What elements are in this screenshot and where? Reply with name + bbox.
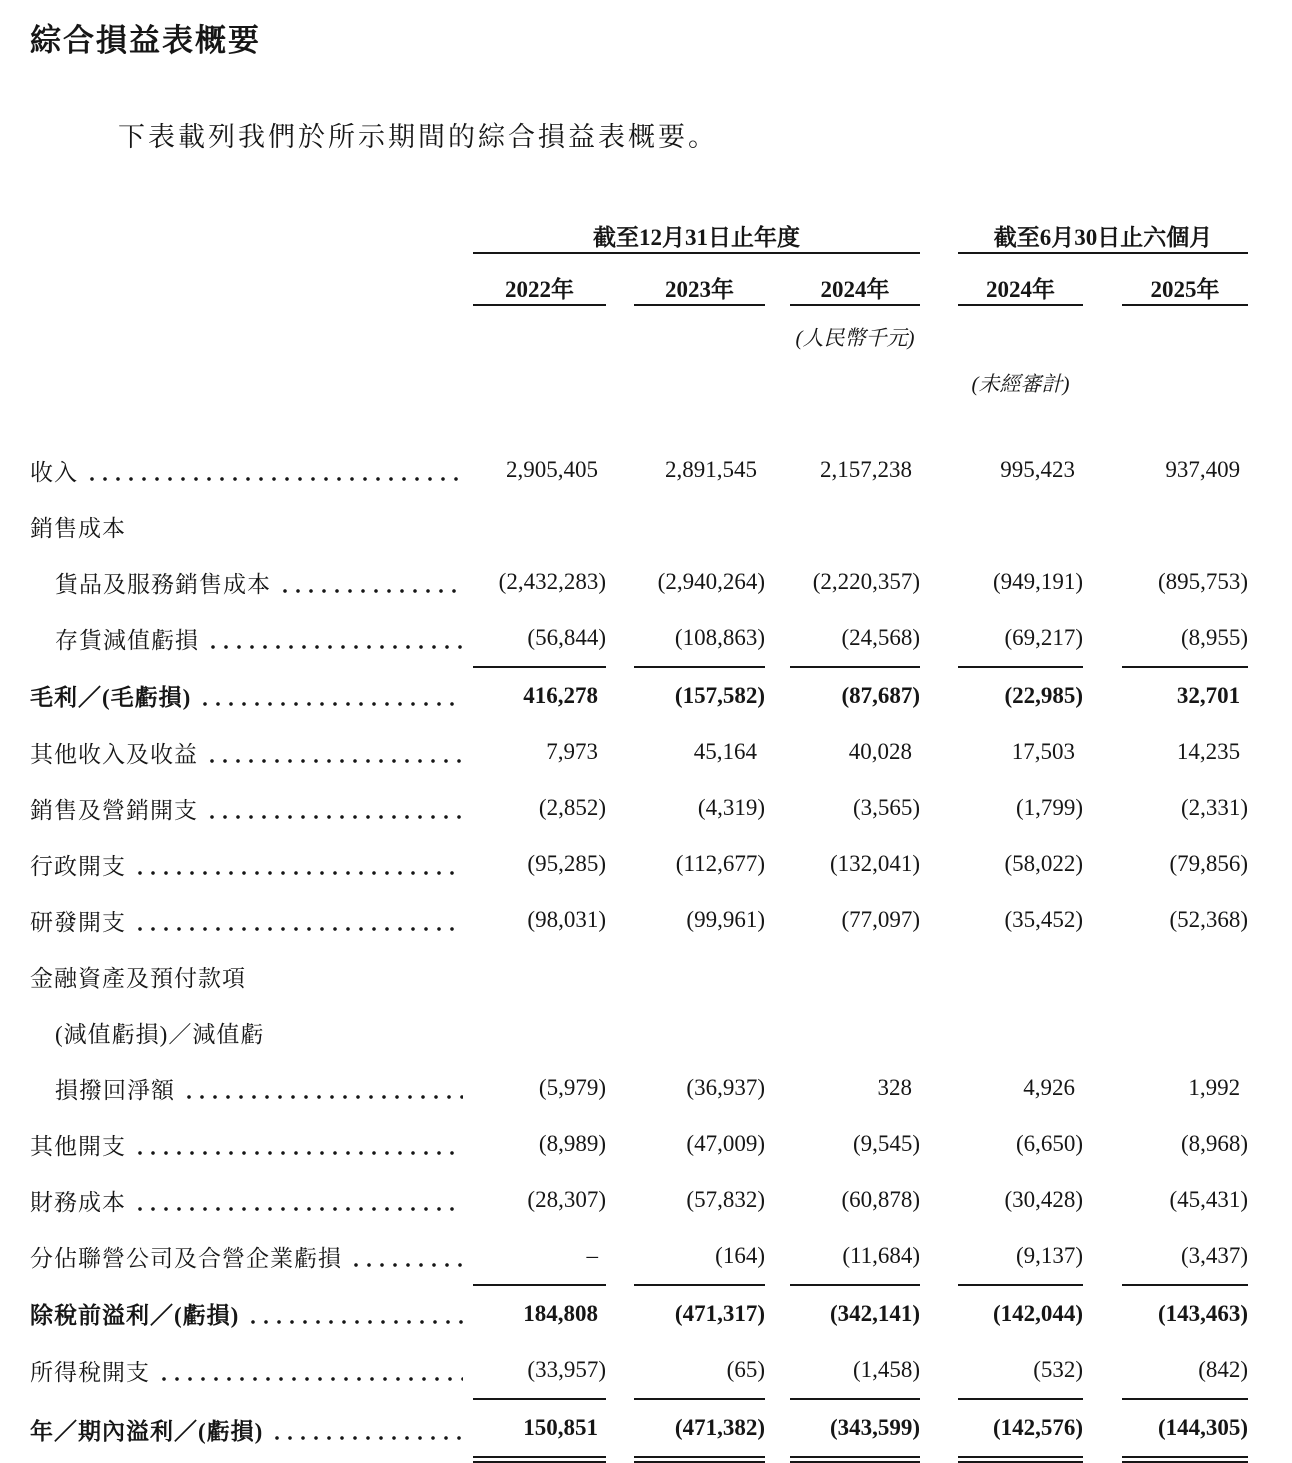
row-label-text: 所得稅開支 xyxy=(30,1360,150,1385)
dot-leader xyxy=(187,1095,463,1099)
value-cell: (2,331) xyxy=(1180,795,1249,820)
row-label xyxy=(30,610,473,667)
value-cell: (949,191) xyxy=(992,569,1084,594)
value-cell: 416,278 xyxy=(523,683,598,708)
value-cell: 328 xyxy=(877,1075,913,1100)
value-cell: (87,687) xyxy=(841,683,921,708)
unit-note-row xyxy=(30,305,1248,352)
table-header xyxy=(30,206,1248,442)
value-cell: (132,041) xyxy=(829,851,921,876)
value-cell: 17,503 xyxy=(1011,739,1076,764)
value-cell: (8,955) xyxy=(1122,610,1248,667)
row-label-text: 毛利／(毛虧損) xyxy=(30,685,192,710)
row-label-text: 銷售及營銷開支 xyxy=(30,797,198,823)
dot-leader xyxy=(162,1377,463,1381)
row-label xyxy=(30,442,473,498)
table-row xyxy=(30,1172,1248,1228)
value-cell: – xyxy=(473,1228,606,1285)
value-cell: (157,582) xyxy=(674,683,765,708)
dot-leader xyxy=(138,871,463,875)
column-gap xyxy=(606,442,634,498)
table-row xyxy=(30,1060,1248,1116)
table-row xyxy=(30,724,1248,780)
column-gap xyxy=(765,836,790,892)
row-label xyxy=(30,1116,473,1172)
table-row xyxy=(30,1285,1248,1342)
column-gap xyxy=(765,1228,790,1285)
column-gap xyxy=(606,1342,634,1399)
dot-leader xyxy=(138,1151,463,1155)
column-gap xyxy=(920,1399,958,1460)
value-cell: (45,431) xyxy=(1169,1187,1249,1212)
table-row xyxy=(30,498,1248,554)
intro-paragraph: 下表載列我們於所示期間的綜合損益表概要。 xyxy=(118,122,718,152)
dot-leader xyxy=(138,1207,463,1211)
currency-unit-note: (人民幣千元) xyxy=(795,326,915,350)
value-cell: (4,319) xyxy=(697,795,765,820)
column-gap xyxy=(1083,1285,1122,1342)
value-cell: (24,568) xyxy=(790,610,920,667)
page-title: 綜合損益表概要 xyxy=(30,23,261,58)
dot-leader xyxy=(283,589,463,593)
table-body xyxy=(30,442,1248,1460)
column-gap xyxy=(765,1172,790,1228)
row-label-text: 損撥回淨額 xyxy=(55,1077,175,1103)
table-row xyxy=(30,1004,1248,1060)
value-cell: (8,989) xyxy=(538,1131,606,1156)
column-gap xyxy=(920,667,958,724)
column-gap xyxy=(765,1342,790,1399)
column-gap xyxy=(765,667,790,724)
value-cell: (142,044) xyxy=(992,1301,1084,1326)
value-cell: 937,409 xyxy=(1165,457,1241,482)
value-cell: (2,432,283) xyxy=(498,569,606,594)
column-gap xyxy=(765,724,790,780)
dot-leader xyxy=(210,815,463,819)
value-cell: (47,009) xyxy=(686,1131,765,1156)
value-cell: (35,452) xyxy=(1004,907,1084,932)
column-gap xyxy=(765,1116,790,1172)
row-label-text: 貨品及服務銷售成本 xyxy=(55,571,271,597)
table-row xyxy=(30,1116,1248,1172)
column-gap xyxy=(606,554,634,610)
dot-leader xyxy=(138,927,463,931)
value-cell: (36,937) xyxy=(686,1075,765,1100)
value-cell: (143,463) xyxy=(1157,1301,1249,1326)
column-gap xyxy=(920,1285,958,1342)
value-cell: 2,157,238 xyxy=(820,457,913,482)
value-cell: 1,992 xyxy=(1188,1075,1241,1100)
column-gap xyxy=(606,1172,634,1228)
column-gap xyxy=(1083,1172,1122,1228)
value-cell: (57,832) xyxy=(686,1187,765,1212)
column-gap xyxy=(606,836,634,892)
column-gap xyxy=(920,780,958,836)
value-cell: (60,878) xyxy=(841,1187,921,1212)
income-statement-table xyxy=(30,206,1248,1463)
audit-note-row xyxy=(30,352,1248,398)
column-gap xyxy=(765,780,790,836)
year-header-2023: 2023年 xyxy=(634,253,765,305)
value-cell: (56,844) xyxy=(473,610,606,667)
table-row xyxy=(30,948,1248,1004)
dot-leader xyxy=(251,1320,463,1324)
column-gap xyxy=(765,610,790,667)
column-gap xyxy=(920,1228,958,1285)
value-cell: (842) xyxy=(1122,1342,1248,1399)
value-cell: (33,957) xyxy=(473,1342,606,1399)
row-label xyxy=(30,892,473,948)
column-gap xyxy=(606,1116,634,1172)
year-header-2025hy: 2025年 xyxy=(1122,253,1248,305)
year-header-row xyxy=(30,253,1248,305)
value-cell: 40,028 xyxy=(848,739,913,764)
row-label-text: 年／期內溢利／(虧損) xyxy=(30,1418,264,1444)
empty-cells xyxy=(473,1004,1248,1060)
value-cell: (532) xyxy=(958,1342,1083,1399)
value-cell: (28,307) xyxy=(527,1187,606,1212)
table-row xyxy=(30,780,1248,836)
value-cell: (142,576) xyxy=(958,1399,1083,1460)
value-cell: 150,851 xyxy=(473,1399,606,1460)
table-row xyxy=(30,1399,1248,1460)
row-label xyxy=(30,1285,473,1342)
row-label xyxy=(30,780,473,836)
dot-leader xyxy=(90,477,463,481)
dot-leader xyxy=(211,645,463,649)
column-gap xyxy=(1083,1060,1122,1116)
value-cell: (22,985) xyxy=(1004,683,1084,708)
column-gap xyxy=(1083,780,1122,836)
value-cell: 184,808 xyxy=(523,1301,598,1326)
column-gap xyxy=(1083,836,1122,892)
column-gap xyxy=(1083,442,1122,498)
value-cell: (69,217) xyxy=(958,610,1083,667)
row-label xyxy=(30,667,473,724)
column-gap xyxy=(606,724,634,780)
column-gap xyxy=(920,892,958,948)
table-row xyxy=(30,554,1248,610)
value-cell: (52,368) xyxy=(1169,907,1249,932)
dot-leader xyxy=(210,759,463,763)
column-gap xyxy=(1083,1399,1122,1460)
column-gap xyxy=(1083,1116,1122,1172)
value-cell: (895,753) xyxy=(1157,569,1249,594)
column-gap xyxy=(1083,1342,1122,1399)
value-cell: (342,141) xyxy=(829,1301,921,1326)
value-cell: (112,677) xyxy=(675,851,765,876)
row-label xyxy=(30,1060,473,1116)
year-header-2024fy: 2024年 xyxy=(790,253,920,305)
row-label-text: 分佔聯營公司及合營企業虧損 xyxy=(30,1246,342,1271)
value-cell: (343,599) xyxy=(790,1399,920,1460)
dot-leader xyxy=(203,702,463,706)
unaudited-note: (未經審計) xyxy=(971,372,1070,396)
column-gap xyxy=(920,610,958,667)
row-label-text: (減值虧損)／減值虧 xyxy=(55,1021,265,1047)
row-label xyxy=(30,1342,473,1399)
column-gap xyxy=(606,892,634,948)
table-row xyxy=(30,442,1248,498)
row-label-text: 銷售成本 xyxy=(30,515,126,541)
value-cell: 2,905,405 xyxy=(506,457,598,482)
column-gap xyxy=(606,1060,634,1116)
value-cell: (1,458) xyxy=(790,1342,920,1399)
row-label-text: 財務成本 xyxy=(30,1189,126,1215)
value-cell: (5,979) xyxy=(538,1075,606,1100)
row-label xyxy=(30,1228,473,1285)
column-gap xyxy=(1083,892,1122,948)
value-cell: 995,423 xyxy=(1000,457,1076,482)
year-header-2024hy: 2024年 xyxy=(958,253,1083,305)
column-gap xyxy=(920,1342,958,1399)
table-row xyxy=(30,1342,1248,1399)
year-header-2022: 2022年 xyxy=(473,253,606,305)
table-row xyxy=(30,836,1248,892)
empty-cells xyxy=(473,498,1248,554)
column-group-interim: 截至6月30日止六個月 xyxy=(958,206,1248,253)
row-label xyxy=(30,836,473,892)
value-cell: 14,235 xyxy=(1176,739,1241,764)
dot-leader xyxy=(275,1436,463,1440)
column-gap xyxy=(920,836,958,892)
column-gap xyxy=(606,780,634,836)
value-cell: (6,650) xyxy=(1015,1131,1084,1156)
value-cell: (95,285) xyxy=(527,851,606,876)
header-spacer xyxy=(30,398,1248,442)
value-cell: (3,565) xyxy=(852,795,921,820)
column-group-annual: 截至12月31日止年度 xyxy=(473,206,920,253)
value-cell: 45,164 xyxy=(693,739,757,764)
column-gap xyxy=(1083,554,1122,610)
column-gap xyxy=(920,554,958,610)
column-gap xyxy=(1083,667,1122,724)
row-label-text: 其他開支 xyxy=(30,1133,126,1159)
value-cell: (144,305) xyxy=(1122,1399,1248,1460)
value-cell: (65) xyxy=(634,1342,765,1399)
dot-leader xyxy=(354,1263,463,1267)
column-gap xyxy=(1083,610,1122,667)
table-row xyxy=(30,610,1248,667)
value-cell: (2,852) xyxy=(538,795,606,820)
column-gap xyxy=(606,1285,634,1342)
row-label-text: 金融資產及預付款項 xyxy=(30,965,246,991)
value-cell: (471,317) xyxy=(674,1301,765,1326)
value-cell: (2,220,357) xyxy=(812,569,921,594)
row-label-text: 存貨減值虧損 xyxy=(55,628,199,653)
column-gap xyxy=(765,1285,790,1342)
column-gap xyxy=(765,442,790,498)
row-label xyxy=(30,554,473,610)
value-cell: (471,382) xyxy=(634,1399,765,1460)
value-cell: (9,545) xyxy=(852,1131,921,1156)
column-gap xyxy=(920,1060,958,1116)
column-gap xyxy=(920,1116,958,1172)
value-cell: (77,097) xyxy=(841,907,921,932)
value-cell: (3,437) xyxy=(1122,1228,1248,1285)
row-label xyxy=(30,1399,473,1460)
value-cell: 2,891,545 xyxy=(665,457,757,482)
value-cell: 7,973 xyxy=(546,739,598,764)
column-gap xyxy=(920,442,958,498)
column-gap xyxy=(1083,1228,1122,1285)
value-cell: (2,940,264) xyxy=(657,569,765,594)
row-label-text: 研發開支 xyxy=(30,909,126,935)
row-label xyxy=(30,948,473,1004)
value-cell: (11,684) xyxy=(790,1228,920,1285)
value-cell: (99,961) xyxy=(686,907,765,932)
row-label-text: 其他收入及收益 xyxy=(30,741,198,767)
value-cell: 4,926 xyxy=(1023,1075,1076,1100)
value-cell: 32,701 xyxy=(1176,683,1241,708)
row-label xyxy=(30,1172,473,1228)
column-gap xyxy=(606,1228,634,1285)
value-cell: (164) xyxy=(634,1228,765,1285)
value-cell: (1,799) xyxy=(1015,795,1084,820)
row-label-text: 行政開支 xyxy=(30,853,126,879)
value-cell: (8,968) xyxy=(1180,1131,1249,1156)
table-row xyxy=(30,1228,1248,1285)
column-gap xyxy=(765,554,790,610)
column-gap xyxy=(606,667,634,724)
row-label xyxy=(30,498,473,554)
row-label-text: 收入 xyxy=(30,459,78,485)
table-row xyxy=(30,667,1248,724)
column-gap xyxy=(920,724,958,780)
column-gap xyxy=(606,610,634,667)
empty-cells xyxy=(473,948,1248,1004)
column-gap xyxy=(765,1399,790,1460)
value-cell: (30,428) xyxy=(1004,1187,1084,1212)
row-label-text: 除稅前溢利／(虧損) xyxy=(30,1303,240,1328)
row-label xyxy=(30,1004,473,1060)
table-row xyxy=(30,892,1248,948)
column-gap xyxy=(765,892,790,948)
value-cell: (108,863) xyxy=(634,610,765,667)
column-gap xyxy=(606,1399,634,1460)
value-cell: (58,022) xyxy=(1004,851,1084,876)
value-cell: (98,031) xyxy=(527,907,606,932)
column-group-row xyxy=(30,206,1248,253)
column-gap xyxy=(920,1172,958,1228)
column-gap xyxy=(1083,724,1122,780)
column-gap xyxy=(765,1060,790,1116)
value-cell: (9,137) xyxy=(958,1228,1083,1285)
value-cell: (79,856) xyxy=(1169,851,1249,876)
row-label xyxy=(30,724,473,780)
